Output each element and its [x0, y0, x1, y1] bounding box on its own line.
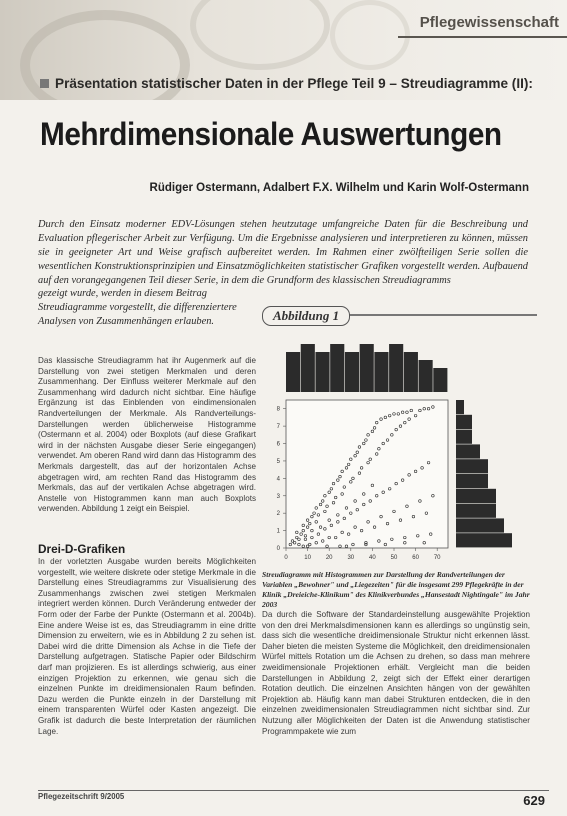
right-histogram-bar — [456, 459, 488, 473]
body-text-left-2: In der vorletzten Ausgabe wurden bereits Möglichkeiten vorgestellt, wie weitere diskrete oder stetige Merkmale in die Darstellung eines Streudiagramms zur Visualisierung des Zusammenhangs zwischen zwei stetigen Merkmalen integriert werden können. Durch Veränderung entweder der Form oder der Farbe der Punkte (Ostermann et al. 2004b). Eine andere Weise ist es, das Streudiagramm in eine dritte Dimension zu erweitern, wie es in Abbildung 2 zu sehen ist. Dabei wird die dritte Dimension als Achse in die Tiefe der Darstellung aufgetragen. Statische Papier oder Bildschirm darf man projizieren. Es ist allerdings schwierig, aus einer einzigen Projektion zu erkennen, wie genau sich die einzelnen Punkte im dreidimensionalen Raum befinden. Dazu werden die Punkte einzeln in der Darstellung mit einem transparenten Würfel oder Kasten angezeigt. Die Grafik ist dadurch die beste Interpretation der räumlichen Lage. — [38, 557, 256, 736]
article-title: Mehrdimensionale Auswertungen — [40, 116, 502, 152]
scatter-histogram-figure — [262, 322, 530, 567]
top-histogram-bar — [345, 352, 359, 392]
article-abstract: Durch den Einsatz moderner EDV-Lösungen stehen heutzutage umfangreiche Daten für die Beschreibung und Evaluation pflegerischer Arbeit zur Verfügung. Um die Ergebnisse analysieren und interpretieren zu können, müssen sie in geeigneter Art und Weise grafisch aufbereitet werden. Im Rahmen einer zwölfteiligen Serie sollen die wesentlichen Konstruktionsprinzipien und Einsatzmöglichkeiten statistischer Grafiken vorgestellt werden. Aufbauend auf den vorangegangenen Teil dieser Serie, in dem die Grundform des klassischen Streudiagramms — [38, 219, 528, 286]
right-histogram-bar — [456, 533, 512, 547]
photo-shape-3 — [330, 0, 410, 70]
body-text-left-1: Das klassische Streudiagramm hat ihr Augenmerk auf die Darstellung von zwei stetigen Merkmalen und deren Zusammenhang. Der Einfluss weiterer Merkmale auf den Zusammenhang wird dadurch nicht sichtbar. Eine häufige Ergänzung ist das Einblenden von eindimensionalen Randverteilungen der Merkmale. Als Randverteilungs-Darstellungen werden üblicherweise Histogramme (Ostermann et al. 2004) oder Boxplots (auf diese Grafikart wird in der nächsten Ausgabe dieser Serie eingegangen) verwendet. Am oberen Rand wird dann das Histogramm des Merkmals dargestellt, das auf der horizontalen Achse abgetragen wird, am rechten Rand das Histogramm des Merkmals, das auf der vertikalen Achse abgetragen wird. Anstelle von Histogrammen kann man auch Boxplots verwenden. Abbildung 1 zeigt ein Beispiel. — [38, 356, 256, 514]
x-tick-label: 10 — [304, 555, 311, 561]
y-tick-label: 7 — [276, 424, 280, 431]
top-histogram-bar — [374, 352, 388, 392]
top-histogram-bar — [330, 344, 344, 392]
journal-footer: Pflegezeitschrift 9/2005 — [38, 792, 125, 801]
right-histogram-bar — [456, 518, 504, 532]
right-histogram-bar — [456, 474, 488, 488]
article-abstract-tail: gezeigt wurde, werden in diesem Beitrag Streudiagramme vorgestellt, die differenziertere Analysen von Zusammenhängen erlauben. — [38, 288, 237, 327]
y-tick-label: 3 — [276, 493, 280, 500]
y-tick-label: 4 — [276, 476, 280, 483]
top-histogram-bar — [389, 344, 403, 392]
subheading: Drei-D-Grafiken — [38, 542, 126, 556]
section-rule — [398, 36, 567, 38]
top-histogram — [286, 344, 447, 392]
top-histogram-bar — [301, 344, 315, 392]
page-number: 629 — [523, 793, 545, 808]
y-tick-label: 0 — [276, 546, 280, 552]
y-tick-label: 6 — [276, 441, 280, 448]
photo-shape-2 — [190, 0, 330, 70]
figure-label: Abbildung 1 — [262, 306, 350, 326]
body-text-right: Da durch die Software der Standardeinstellung ausgewählte Projektion von den drei Merkmalsdimensionen kann es allerdings so ungünstig sein, dass sich die wesentliche dreidimensionale Struktur nicht erkennen lässt. Daher bieten die meisten Systeme die Möglichkeit, den dreidimensionalen Würfel mittels Rotation um die Achsen zu drehen, so dass man mehrere zweidimensionale Projektionen erhält. Vergleicht man die beiden Darstellungen in Abbildung 2, zeigt sich der Effekt einer derartigen Rotation deutlich. Die einzelnen Ansichten hängen von der gewählten Projektion ab. Häufig kann man dabei Strukturen entdecken, die in den einzelnen zweidimensionalen Streudiagrammen nicht sichtbar sind. Zur Nutzung aller Möglichkeiten der Daten ist die Anwendung statistischer Programmpakete wie zum — [262, 610, 530, 736]
top-histogram-bar — [419, 360, 433, 392]
y-axis-ticks — [277, 407, 286, 552]
right-histogram — [456, 400, 512, 547]
x-tick-label: 40 — [369, 555, 376, 561]
top-histogram-bar — [315, 352, 329, 392]
x-tick-label: 20 — [325, 555, 333, 561]
right-histogram-bar — [456, 489, 496, 503]
y-tick-label: 5 — [276, 458, 280, 465]
x-tick-label: 70 — [433, 555, 441, 561]
supertitle-text: Präsentation statistischer Daten in der Pflege Teil 9 – Streudiagramme (II): — [55, 76, 533, 91]
section-label: Pflegewissenschaft — [419, 14, 559, 31]
article-supertitle — [40, 76, 533, 91]
plot-frame — [286, 400, 448, 548]
top-histogram-bar — [433, 368, 447, 392]
footer-rule — [38, 790, 549, 791]
figure-rule — [340, 314, 537, 316]
figure-caption: Streudiagramm mit Histogrammen zur Darstellung der Randverteilungen der Variablen „Bewohner" und „Liegezeiten" für die insgesamt 299 Pflegekräfte in der Klinik „Dreieiche-Klinikum" des Klinikverbundes „Hansestadt Nightingale" im Jahr 2003 — [262, 570, 530, 609]
article-authors: Rüdiger Ostermann, Adalbert F.X. Wilhelm und Karin Wolf-Ostermann — [149, 182, 529, 194]
top-histogram-bar — [360, 344, 374, 392]
x-tick-label: 60 — [412, 555, 419, 561]
right-histogram-bar — [456, 430, 472, 444]
y-tick-label: 8 — [276, 406, 280, 413]
right-histogram-bar — [456, 444, 480, 458]
top-histogram-bar — [404, 352, 418, 392]
top-histogram-bar — [286, 352, 300, 392]
y-tick-label: 2 — [276, 511, 280, 518]
x-axis-ticks — [284, 548, 441, 561]
bullet-square-icon — [40, 79, 49, 88]
right-histogram-bar — [456, 504, 496, 518]
x-tick-label: 50 — [390, 555, 398, 561]
right-histogram-bar — [456, 415, 472, 429]
y-tick-label: 1 — [276, 528, 280, 535]
right-histogram-bar — [456, 400, 464, 414]
x-tick-label: 30 — [347, 555, 355, 561]
x-tick-label: 0 — [284, 555, 288, 561]
